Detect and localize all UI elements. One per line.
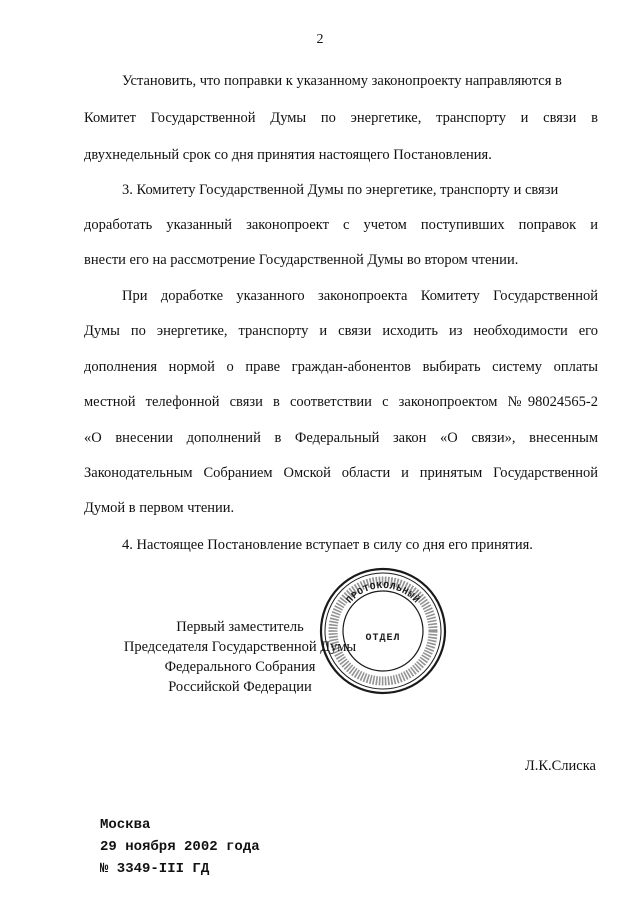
paragraph-4-line-1: 4. Настоящее Постановление вступает в силу со дня его принятия. bbox=[122, 537, 533, 553]
footer-city: Москва bbox=[100, 817, 151, 833]
paragraph-2-line-1: 3. Комитету Государственной Думы по энергетике, транспорту и связи bbox=[122, 182, 559, 198]
paragraph-1-line-1: Установить, что поправки к указанному законопроекту направляются в bbox=[122, 73, 562, 89]
paragraph-3-line-4: местной телефонной связи в соответствии с законопроектом №98024565-2 bbox=[84, 394, 598, 410]
page-number: 2 bbox=[316, 32, 324, 47]
stamp-arc-text: ПРОТОКОЛЬНЫЙ bbox=[343, 579, 423, 606]
signature-line-2: Председателя Государственной Думы bbox=[123, 639, 357, 655]
paragraph-3-line-3: дополнения нормой о праве граждан-абонентов выбирать систему оплаты bbox=[84, 359, 598, 375]
signature-block bbox=[100, 617, 380, 697]
signature-line-1: Первый заместитель bbox=[176, 619, 304, 635]
footer-date: 29 ноября 2002 года bbox=[100, 839, 260, 855]
stamp-center-text: ОТДЕЛ bbox=[365, 633, 401, 644]
paragraph-3-line-1: При доработке указанного законопроекта Комитету Государственной bbox=[122, 288, 598, 304]
paragraph-3-line-6: Законодательным Собранием Омской области и принятым Государственной bbox=[84, 465, 598, 481]
paragraph-1-line-2: Комитет Государственной Думы по энергетике, транспорту и связи в bbox=[84, 110, 598, 126]
signature-line-3: Федерального Собрания bbox=[164, 659, 316, 675]
paragraph-3-line-7: Думой в первом чтении. bbox=[84, 500, 235, 516]
signature-line-4: Российской Федерации bbox=[168, 679, 312, 695]
signatory-name: Л.К.Слиска bbox=[524, 758, 596, 774]
paragraph-2-line-2: доработать указанный законопроект с учетом поступивших поправок и bbox=[84, 217, 598, 233]
paragraph-2-line-3: внести его на рассмотрение Государственной Думы во втором чтении. bbox=[84, 252, 519, 268]
footer-number: № 3349-III ГД bbox=[100, 861, 210, 877]
paragraph-1-line-3: двухнедельный срок со дня принятия настоящего Постановления. bbox=[84, 147, 492, 163]
paragraph-3-line-2: Думы по энергетике, транспорту и связи исходить из необходимости его bbox=[84, 323, 598, 339]
paragraph-3-line-5: «О внесении дополнений в Федеральный закон «О связи», внесенным bbox=[84, 430, 598, 446]
